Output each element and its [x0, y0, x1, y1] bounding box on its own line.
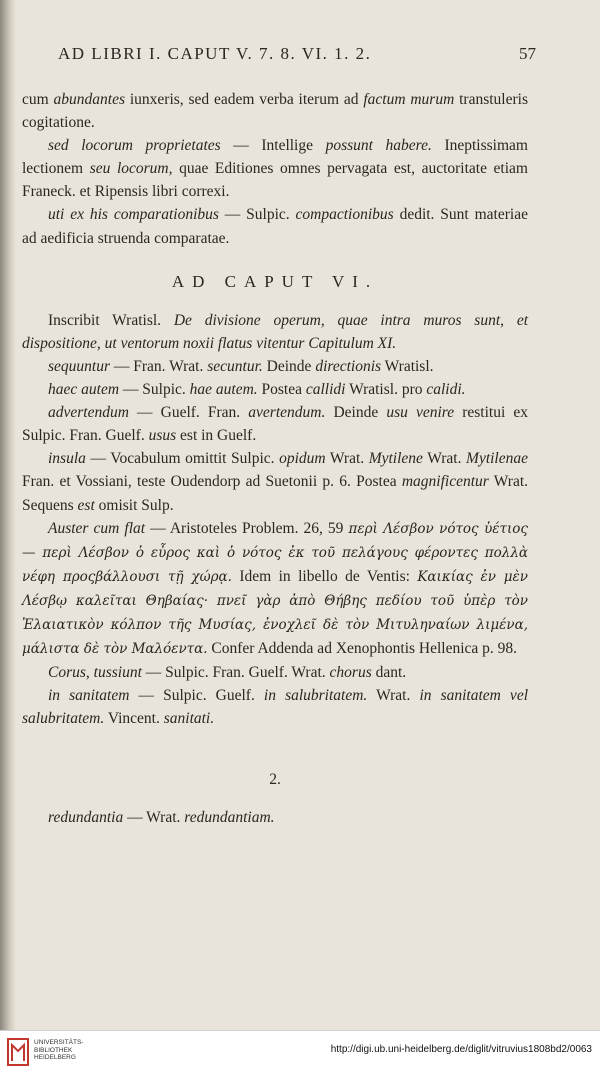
note-advertendum: advertendum — Guelf. Fran. avertendum. Deinde usu venire restitui ex Sulpic. Fran. Guelf. usus est in Guelf. — [22, 404, 528, 445]
note-in-sanitatem: in sanitatem — Sulpic. Guelf. in salubritatem. Wrat. in sanitatem vel salubritatem. Vincent. sanitati. — [22, 687, 529, 728]
note-insula: insula — Vocabulum omittit Sulpic. opidum Wrat. Mytilene Wrat. Mytilenae Fran. et Vossiani, teste Oudendorp ad Suetonii p. 6. Postea magnificentur Wrat. Sequens est omisit Sulp. — [22, 450, 529, 514]
institution-name: UNIVERSITÄTS- BIBLIOTHEK HEIDELBERG — [34, 1039, 84, 1061]
greek-quote-de-ventis: Καικίας ἐν μὲν Λέσβῳ καλεῖται Θηβαίας· πνεῖ γὰρ ἀπὸ Θήβης πεδίου τοῦ ὑπὲρ τὸν Ἐλαιατικὸν κόλπον τῆς Μυσίας, ἐνοχλεῖ δὲ τὸν Μιτυληναίων λιμένα, μάλιστα δὲ τὸν Μαλόεντα. — [22, 568, 528, 658]
note-inscribit: Inscribit Wratisl. De divisione operum, quae intra muros sunt, et dispositione, ut ventorum noxii flatus vitentur Capitulum XI. — [22, 311, 529, 352]
page-number: 57 — [519, 44, 536, 63]
page-binding-edge — [0, 0, 16, 1030]
note-haec-autem: haec autem — Sulpic. hae autem. Postea callidi Wratisl. pro calidi. — [48, 381, 466, 399]
paragraph-cap5-continued: cum abundantes iunxeris, sed eadem verba iterum ad factum murum transtuleris cogitatione. — [22, 91, 528, 132]
footer-bar — [0, 1030, 600, 1073]
source-url-link[interactable]: http://digi.ub.uni-heidelberg.de/diglit/vitruvius1808bd2/0063 — [330, 1044, 592, 1055]
running-header — [58, 44, 536, 64]
page-body — [22, 88, 528, 829]
note-sed-locorum: sed locorum proprietates — Intellige possunt habere. Ineptissimam lectionem seu locorum, quae Editiones omnes pervagata est, auctoritate etiam Franeck. et Ripensis libri correxi. — [22, 137, 528, 201]
chapter-heading: AD CAPUT VI. — [171, 271, 379, 291]
section-number: 2. — [269, 771, 281, 789]
note-auster: Auster cum flat — Aristoteles Problem. 26, 59 περὶ Λέσβον νότος ὑέτιος — περὶ Λέσβον ὁ εὖρος καὶ ὁ νότος ἐκ τοῦ πελάγους φέροντες πολλὰ νέφη προςβάλλουσι τῇ χώρᾳ. Idem in libello de Ventis: Καικίας ἐν μὲν Λέσβῳ καλεῖται Θηβαίας· πνεῖ γὰρ ἀπὸ Θήβης πεδίου τοῦ ὑπὲρ τὸν Ἐλαιατικὸν κόλπον τῆς Μυσίας, ἐνοχλεῖ δὲ τὸν Μιτυληναίων λιμένα, μάλιστα δὲ τὸν Μαλόεντα. Confer Addenda ad Xenophontis Hellenica p. 98. — [22, 519, 528, 658]
greek-quote-problemata: περὶ Λέσβον νότος ὑέτιος — περὶ Λέσβον ὁ εὖρος καὶ ὁ νότος ἐκ τοῦ πελάγους φέροντες πολλὰ νέφη προςβάλλουσι τῇ χώρᾳ. — [22, 520, 528, 585]
heidelberg-library-logo-icon[interactable] — [6, 1037, 30, 1067]
note-sequuntur: sequuntur — Fran. Wrat. secuntur. Deinde directionis Wratisl. — [48, 357, 434, 375]
header-title: AD LIBRI I. CAPUT V. 7. 8. VI. 1. 2. — [58, 44, 372, 63]
note-redundantia: redundantia — Wrat. redundantiam. — [48, 808, 275, 826]
note-corus: Corus, tussiunt — Sulpic. Fran. Guelf. Wrat. chorus dant. — [48, 664, 407, 682]
note-uti-ex-his: uti ex his comparationibus — Sulpic. compactionibus dedit. Sunt materiae ad aedificia struenda comparatae. — [22, 206, 528, 247]
